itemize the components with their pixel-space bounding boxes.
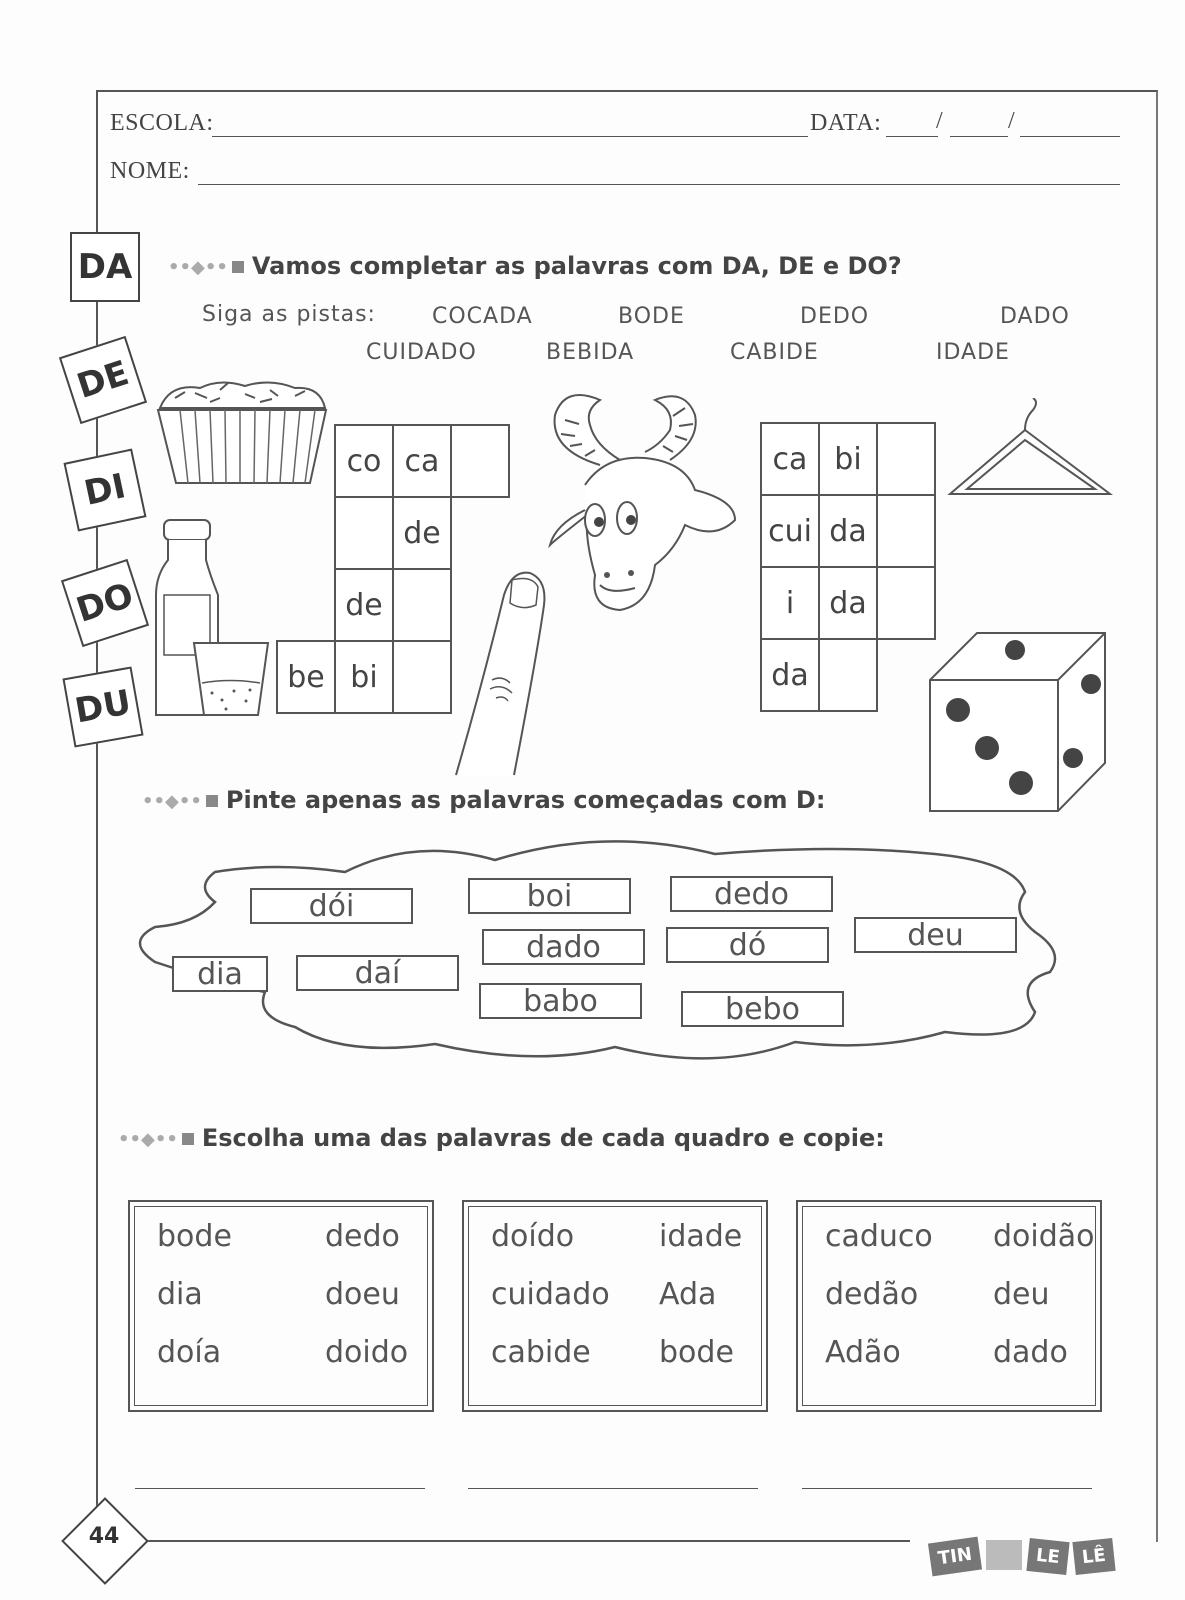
bullet-dots-icon: ••◆•• <box>118 1128 178 1150</box>
section3-title <box>118 1124 885 1152</box>
grid-cell: de <box>392 496 452 570</box>
choice-word[interactable]: dedo <box>325 1219 400 1254</box>
footer-line <box>130 1540 910 1542</box>
clue-word: DADO <box>1000 304 1070 329</box>
syllable-tab-di: DI <box>63 448 146 531</box>
choice-word[interactable]: doidão <box>993 1219 1095 1254</box>
choice-word[interactable]: caduco <box>825 1219 933 1254</box>
choice-word[interactable]: doeu <box>325 1277 400 1312</box>
choice-box-2 <box>462 1200 768 1412</box>
bode-illustration <box>545 390 745 620</box>
grid-cell-blank[interactable] <box>392 640 452 714</box>
cocada-illustration <box>150 378 335 490</box>
section3-title-text: Escolha uma das palavras de cada quadro e copie: <box>201 1124 885 1152</box>
bebida-illustration <box>150 515 275 720</box>
logo-block: LÊ <box>1072 1538 1115 1575</box>
footer-logo <box>930 1540 1114 1573</box>
section1-title-text: Vamos completar as palavras com DA, DE e DO? <box>251 252 902 280</box>
word-box[interactable]: dia <box>172 956 268 992</box>
grid-cell: be <box>276 640 336 714</box>
grid-cell: de <box>334 568 394 642</box>
choice-word[interactable]: dado <box>993 1335 1068 1370</box>
word-box[interactable]: deu <box>854 917 1017 953</box>
choice-word[interactable]: doído <box>491 1219 575 1254</box>
bullet-square-icon <box>232 261 244 273</box>
choice-word[interactable]: dedão <box>825 1277 919 1312</box>
bullet-dots-icon: ••◆•• <box>142 790 202 812</box>
logo-block: TIN <box>928 1537 982 1577</box>
word-box[interactable]: dói <box>250 888 413 924</box>
grid-cell-blank[interactable] <box>392 568 452 642</box>
choice-word[interactable]: cuidado <box>491 1277 610 1312</box>
choice-word[interactable]: idade <box>659 1219 743 1254</box>
word-box[interactable]: boi <box>468 878 631 914</box>
clue-word: CUIDADO <box>366 340 477 365</box>
grid-cell: ca <box>760 422 820 496</box>
word-box[interactable]: daí <box>296 955 459 991</box>
grid-cell: da <box>818 566 878 640</box>
date-separator: / <box>1008 108 1016 134</box>
grid-cell-blank[interactable] <box>818 638 878 712</box>
school-label: ESCOLA: <box>110 110 214 136</box>
choice-word[interactable]: bode <box>157 1219 232 1254</box>
choice-word[interactable]: Ada <box>659 1277 717 1312</box>
word-box[interactable]: bebo <box>681 991 844 1027</box>
choice-word[interactable]: bode <box>659 1335 734 1370</box>
section2-title-text: Pinte apenas as palavras começadas com D: <box>225 786 826 814</box>
choice-word[interactable]: cabide <box>491 1335 591 1370</box>
grid-cell: bi <box>334 640 394 714</box>
answer-line-1[interactable] <box>135 1488 425 1489</box>
syllable-tab-da: DA <box>70 232 140 302</box>
grid-cell-blank[interactable] <box>876 494 936 568</box>
date-separator: / <box>936 108 944 134</box>
section1-title <box>168 252 902 280</box>
word-box[interactable]: dedo <box>670 876 833 912</box>
dedo-illustration <box>452 565 552 780</box>
clue-word: CABIDE <box>730 340 819 365</box>
bullet-dots-icon: ••◆•• <box>168 256 228 278</box>
grid-cell-blank[interactable] <box>334 496 394 570</box>
grid-cell: bi <box>818 422 878 496</box>
answer-line-2[interactable] <box>468 1488 758 1489</box>
word-box[interactable]: dó <box>666 927 829 963</box>
section2-title <box>142 786 825 814</box>
choice-word[interactable]: doía <box>157 1335 222 1370</box>
grid-cell: i <box>760 566 820 640</box>
grid-cell: cui <box>760 494 820 568</box>
date-month-field[interactable] <box>950 136 1008 137</box>
grid-cell: co <box>334 424 394 498</box>
date-day-field[interactable] <box>886 136 938 137</box>
bullet-square-icon <box>206 795 218 807</box>
grid-cell-blank[interactable] <box>450 424 510 498</box>
grid-cell: ca <box>392 424 452 498</box>
choice-word[interactable]: doido <box>325 1335 409 1370</box>
word-box[interactable]: dado <box>482 929 645 965</box>
logo-block: LE <box>1026 1538 1069 1575</box>
grid-cell: da <box>818 494 878 568</box>
date-label: DATA: <box>810 110 882 136</box>
grid-cell: da <box>760 638 820 712</box>
name-label: NOME: <box>110 158 190 184</box>
syllable-tab-de: DE <box>59 336 147 424</box>
school-field[interactable] <box>212 136 808 137</box>
date-year-field[interactable] <box>1020 136 1120 137</box>
bullet-square-icon <box>182 1133 194 1145</box>
logo-block-blank <box>986 1540 1022 1570</box>
clue-word: IDADE <box>936 340 1010 365</box>
clue-word: COCADA <box>432 304 533 329</box>
choice-word[interactable]: Adão <box>825 1335 901 1370</box>
page-number: 44 <box>88 1524 120 1549</box>
clue-word: BODE <box>618 304 685 329</box>
choice-word[interactable]: deu <box>993 1277 1050 1312</box>
word-box[interactable]: babo <box>479 983 642 1019</box>
choice-word[interactable]: dia <box>157 1277 203 1312</box>
clues-label: Siga as pistas: <box>202 302 376 327</box>
syllable-tab-do: DO <box>61 559 149 647</box>
dado-illustration <box>925 628 1110 816</box>
choice-box-1 <box>128 1200 434 1412</box>
grid-cell-blank[interactable] <box>876 422 936 496</box>
cabide-illustration <box>945 398 1115 503</box>
clue-word: DEDO <box>800 304 870 329</box>
name-field[interactable] <box>198 184 1120 185</box>
clue-word: BEBIDA <box>546 340 635 365</box>
choice-box-3 <box>796 1200 1102 1412</box>
syllable-tab-du: DU <box>62 666 143 747</box>
answer-line-3[interactable] <box>802 1488 1092 1489</box>
